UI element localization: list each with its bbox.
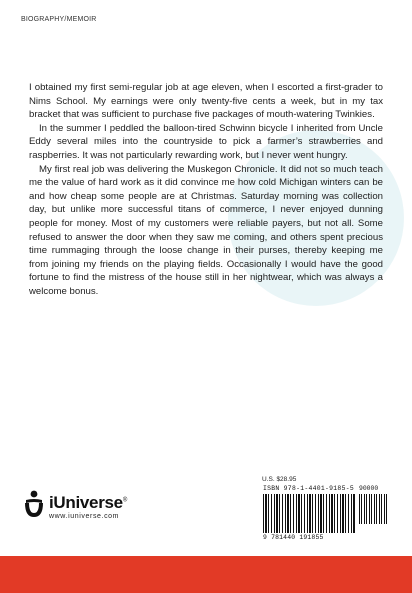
- barcode-bars: [263, 494, 387, 533]
- paragraph-2: In the summer I peddled the balloon-tired Schwinn bicycle I inherited from Uncle Eddy several miles into the countryside to pick a farmer’s strawberries and raspberries. It was not particularly rewarding work, but I never went hungry.: [29, 122, 383, 161]
- barcode-supplement-bars: [359, 494, 387, 524]
- price-label: U.S. $28.95: [262, 476, 297, 483]
- publisher-logo: [22, 489, 182, 529]
- publisher-name: iUniverse®: [49, 493, 127, 512]
- paragraph-1: I obtained my first semi-regular job at age eleven, when I escorted a first-grader to Nims School. My earnings were only twenty-five cents a week, but in my tax bracket that was sufficient to purchase five packages of mouth-watering Twinkies.: [29, 82, 383, 121]
- barcode-main-bars: [263, 494, 355, 533]
- isbn-number: ISBN 978-1-4401-9185-5: [263, 485, 354, 492]
- cover-text: [29, 81, 383, 299]
- iuniverse-logo-icon: [22, 489, 46, 519]
- genre-label: BIOGRAPHY/MEMOIR: [21, 16, 97, 23]
- trademark-mark: ®: [122, 497, 127, 504]
- publisher-url: www.iuniverse.com: [49, 513, 120, 520]
- red-footer-band: [0, 556, 412, 593]
- paragraph-3: My first real job was delivering the Muskegon Chronicle. It did not so much teach me the value of hard work as it did convince me how cold Michigan winters can be and how cheap some people are at Christmas. Saturday morning was collection day, but unlike more successful titans of commerce, I never enjoyed dunning people for money. Most of my customers were reliable payers, but not all. Some refused to answer the door when they saw me coming, and others spent precious time rummaging through the loose change in their purses, thereby keeping me from joining my friends on the playing fields. Occasionally I would have the good fortune to find the mistress of the house still in her nightwear, which was always a welcome bonus.: [29, 163, 383, 297]
- barcode: [261, 485, 389, 543]
- price-code: 90000: [359, 485, 379, 492]
- barcode-digits: 9 781440 191855: [263, 534, 324, 541]
